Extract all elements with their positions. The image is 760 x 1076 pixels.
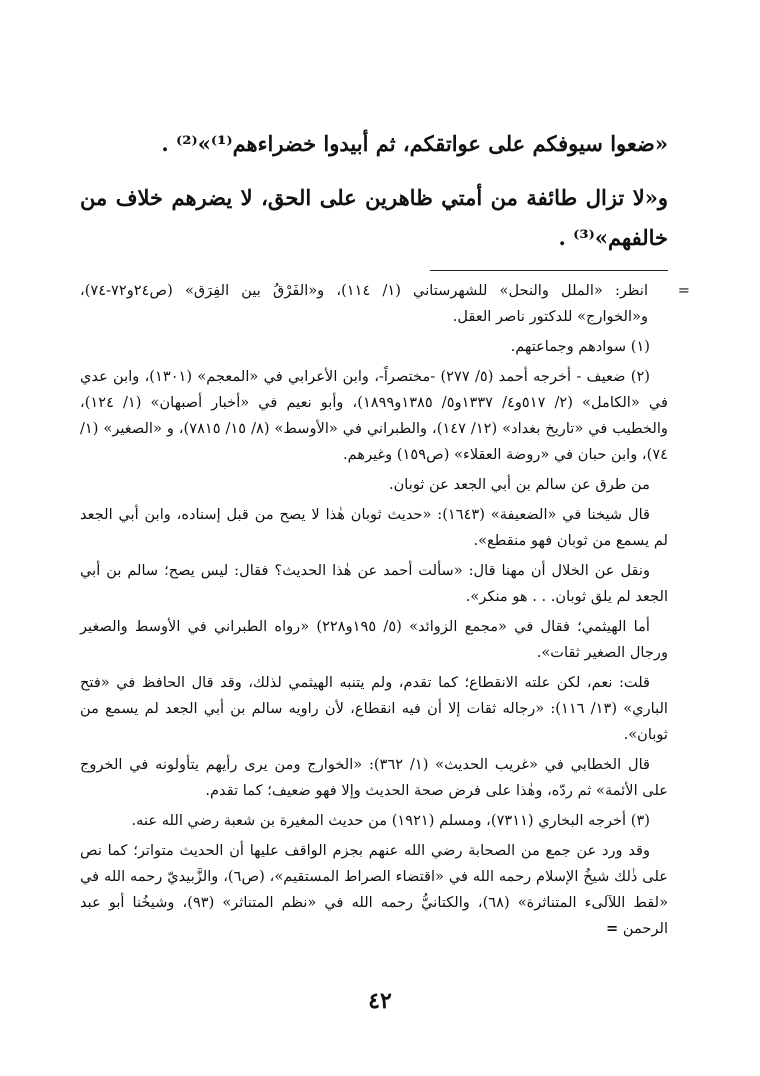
- footnote-1: (١) سوادهم وجماعتهم.: [510, 338, 650, 355]
- footnote-2-para-e: قلت: نعم، لكن علته الانقطاع؛ كما تقدم، ولم يتنبه الهيثمي لذلك، وقد قال الحافظ في «فتح الباري» (١٣/ ١١٦): «رجاله ثقات إلا أن فيه انقطاع، لأن راويه سالم بن أبي الجعد لم يسمع من ثوبان».: [80, 674, 668, 743]
- footnote-3-para-g-text: وقد ورد عن جمع من الصحابة رضي الله عنهم بجزم الواقف عليها أن الحديث متواتر؛ كما نص على ذٰلك شيخُ الإسلام رحمه الله في «اقتضاء الصراط المستقيم»، (ص٦)، والزَّبيديّ رحمه الله في «لقط اللآلىء المتناثرة» (٦٨)، والكتانيُّ رحمه الله في «نظم المتناثر» (٩٣)، وشيخُنا أبو عبد الرحمن: [80, 842, 668, 937]
- footnote-2: (٢) ضعيف - أخرجه أحمد (٥/ ٢٧٧) -مختصراً-، وابن الأعرابي في «المعجم» (١٣٠١)، وابن عدي في «الكامل» (٢/ ٥١٧و٤/ ١٣٣٧و٥/ ١٣٨٥و١٨٩٩)، وأبو نعيم في «أخبار أصبهان» (١/ ١٢٤)، والخطيب في «تاريخ بغداد» (١٢/ ١٤٧)، والطبراني في «الأوسط» (٨/ ١٥/ ٧٨١٥)، و «الصغير» (١/ ٧٤)، وابن حبان في «روضة العقلاء» (ص١٥٩) وغيرهم.: [80, 368, 668, 463]
- footnote-3: (٣) أخرجه البخاري (٧٣١١)، ومسلم (١٩٢١) من حديث المغيرة بن شعبة رضي الله عنه.: [131, 812, 650, 829]
- page-number: ٤٢: [368, 988, 392, 1014]
- main-text: [80, 124, 668, 272]
- footnote-2-para-a: من طرق عن سالم بن أبي الجعد عن ثوبان.: [388, 476, 650, 493]
- footnotes: [80, 278, 690, 946]
- footnote-2-para-d: أما الهيثمي؛ فقال في «مجمع الزوائد» (٥/ ١٩٥و٢٢٨) «رواه الطبراني في الأوسط والصغير ورجال الصغير ثقات».: [80, 618, 668, 661]
- footnote-separator: [430, 270, 668, 271]
- hadith-paragraph-1: «ضعوا سيوفكم على عواتقكم، ثم أبيدوا خضراءهم⁽¹⁾»⁽²⁾ .: [161, 131, 668, 156]
- footnote-3-para-g: [80, 838, 668, 942]
- continuation-end-mark: =: [606, 920, 619, 937]
- hadith-paragraph-2: و«لا تزال طائفة من أمتي ظاهرين على الحق، لا يضرهم خلاف من خالفهم»⁽³⁾ .: [80, 185, 668, 250]
- footnote-2-para-f: قال الخطابي في «غريب الحديث» (١/ ٣٦٢): «الخوارج ومن يرى رأيهم يتأولونه في الخروج على الأئمة» ثم ردّه، وهٰذا على فرض صحة الحديث وإلا فهو ضعيف؛ كما تقدم.: [80, 756, 668, 799]
- footnote-continuation: [80, 278, 690, 330]
- footnote-continuation-text: انظر: «الملل والنحل» للشهرستاني (١/ ١١٤)، و«الفَرْقُ بين الفِرَق» (ص٢٤و٧٢-٧٤)، و«الخوارج» للدكتور ناصر العقل.: [80, 282, 648, 325]
- footnote-2-para-c: ونقل عن الخلال أن مهنا قال: «سألت أحمد عن هٰذا الحديث؟ فقال: ليس يصح؛ سالم بن أبي الجعد لم يلق ثوبان. . . هو منكر».: [80, 562, 668, 605]
- footnote-2-para-b: قال شيخنا في «الضعيفة» (١٦٤٣): «حديث ثوبان هٰذا لا يصح من قبل إسناده، وابن أبي الجعد لم يسمع من ثوبان فهو منقطع».: [80, 506, 668, 549]
- continuation-mark: =: [677, 282, 690, 299]
